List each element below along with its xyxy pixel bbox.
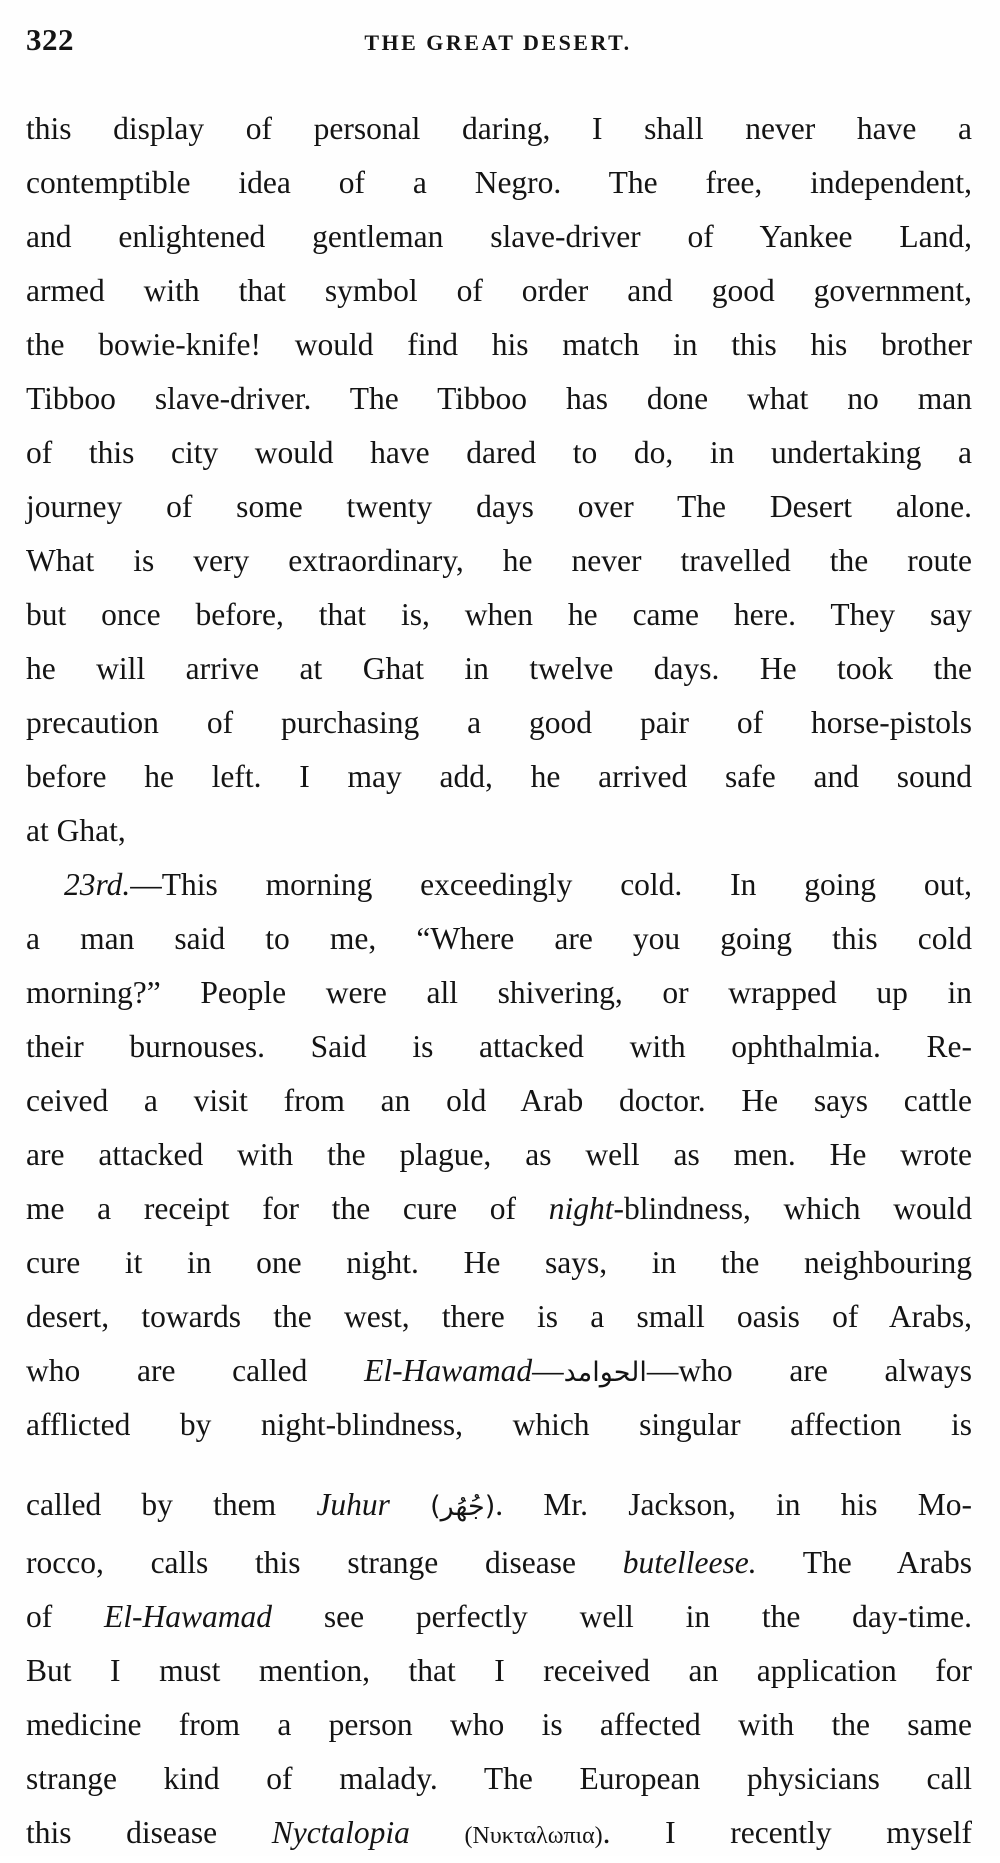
text-line: are attacked with the plague, as well as men. He wrote — [26, 1137, 972, 1172]
text-span: see perfectly well in the day-time. — [272, 1599, 972, 1634]
text-line: precaution of purchasing a good pair of horse-pistols — [26, 705, 972, 740]
text-line: he will arrive at Ghat in twelve days. He took the — [26, 651, 972, 686]
text-line — [26, 1452, 972, 1536]
italic-term: El-Hawamad — [364, 1353, 533, 1388]
text-span: of — [26, 1599, 105, 1634]
text-line: But I must mention, that I received an application for — [26, 1653, 972, 1688]
text-line — [26, 1536, 972, 1590]
text-line — [26, 1806, 972, 1860]
text-span: this disease — [26, 1815, 272, 1850]
text-line: strange kind of malady. The European physicians call — [26, 1761, 972, 1796]
text-span: rocco, calls this strange disease — [26, 1545, 623, 1580]
text-span: —who are always — [646, 1353, 972, 1388]
body-text — [26, 102, 972, 1860]
italic-term: night — [548, 1191, 614, 1226]
date-italic: 23rd. — [64, 867, 131, 902]
text-line — [26, 1590, 972, 1644]
text-span: — — [532, 1353, 564, 1388]
italic-term: Juhur — [316, 1487, 390, 1522]
italic-term: butelleese. — [622, 1545, 757, 1580]
text-line: desert, towards the west, there is a small oasis of Arabs, — [26, 1299, 972, 1334]
text-line: journey of some twenty days over The Desert alone. — [26, 489, 972, 524]
text-span: who are called — [26, 1353, 365, 1388]
text-line: of this city would have dared to do, in undertaking a — [26, 435, 972, 470]
text-span: The Arabs — [756, 1545, 972, 1580]
text-span: . Mr. Jackson, in his Mo- — [495, 1487, 973, 1522]
text-line — [26, 1182, 972, 1236]
text-span: me a receipt for the cure of — [26, 1191, 549, 1226]
text-line: this display of personal daring, I shall never have a — [26, 111, 972, 146]
arabic-term: (جُهُر) — [430, 1491, 496, 1522]
text-line: afflicted by night-blindness, which singular affection is — [26, 1407, 972, 1442]
text-line: medicine from a person who is affected with the same — [26, 1707, 972, 1742]
arabic-term: الحوامد — [563, 1357, 647, 1388]
text-line: contemptible idea of a Negro. The free, independent, — [26, 165, 972, 200]
text-line: armed with that symbol of order and good government, — [26, 273, 972, 308]
text-line: but once before, that is, when he came here. They say — [26, 597, 972, 632]
text-line: morning?” People were all shivering, or wrapped up in — [26, 975, 972, 1010]
text-line: cure it in one night. He says, in the neighbouring — [26, 1245, 972, 1280]
text-line: Tibboo slave-driver. The Tibboo has done what no man — [26, 381, 972, 416]
text-line: the bowie-knife! would find his match in this his brother — [26, 327, 972, 362]
paragraph-start-line — [26, 858, 972, 912]
text-line: before he left. I may add, he arrived safe and sound — [26, 759, 972, 794]
text-span: -blindness, which would — [613, 1191, 972, 1226]
text-line — [26, 1344, 972, 1398]
italic-term: El-Hawamad — [104, 1599, 273, 1634]
page-number: 322 — [26, 22, 74, 57]
italic-term: Nyctalopia — [271, 1815, 410, 1850]
running-head: THE GREAT DESERT. — [364, 30, 632, 55]
text-line: at Ghat, — [26, 813, 126, 848]
page-header — [26, 22, 970, 72]
text-line: What is very extraordinary, he never travelled the route — [26, 543, 972, 578]
greek-term: (Νυκταλωπια) — [464, 1823, 603, 1849]
text-span: called by them — [26, 1487, 317, 1522]
text-span: . I recently myself — [602, 1815, 972, 1850]
text-span: —This morning exceedingly cold. In going out, — [130, 867, 972, 902]
text-line: and enlightened gentleman slave-driver of Yankee Land, — [26, 219, 972, 254]
text-line: ceived a visit from an old Arab doctor. He says cattle — [26, 1083, 972, 1118]
text-line: their burnouses. Said is attacked with ophthalmia. Re- — [26, 1029, 972, 1064]
text-line: a man said to me, “Where are you going this cold — [26, 921, 972, 956]
